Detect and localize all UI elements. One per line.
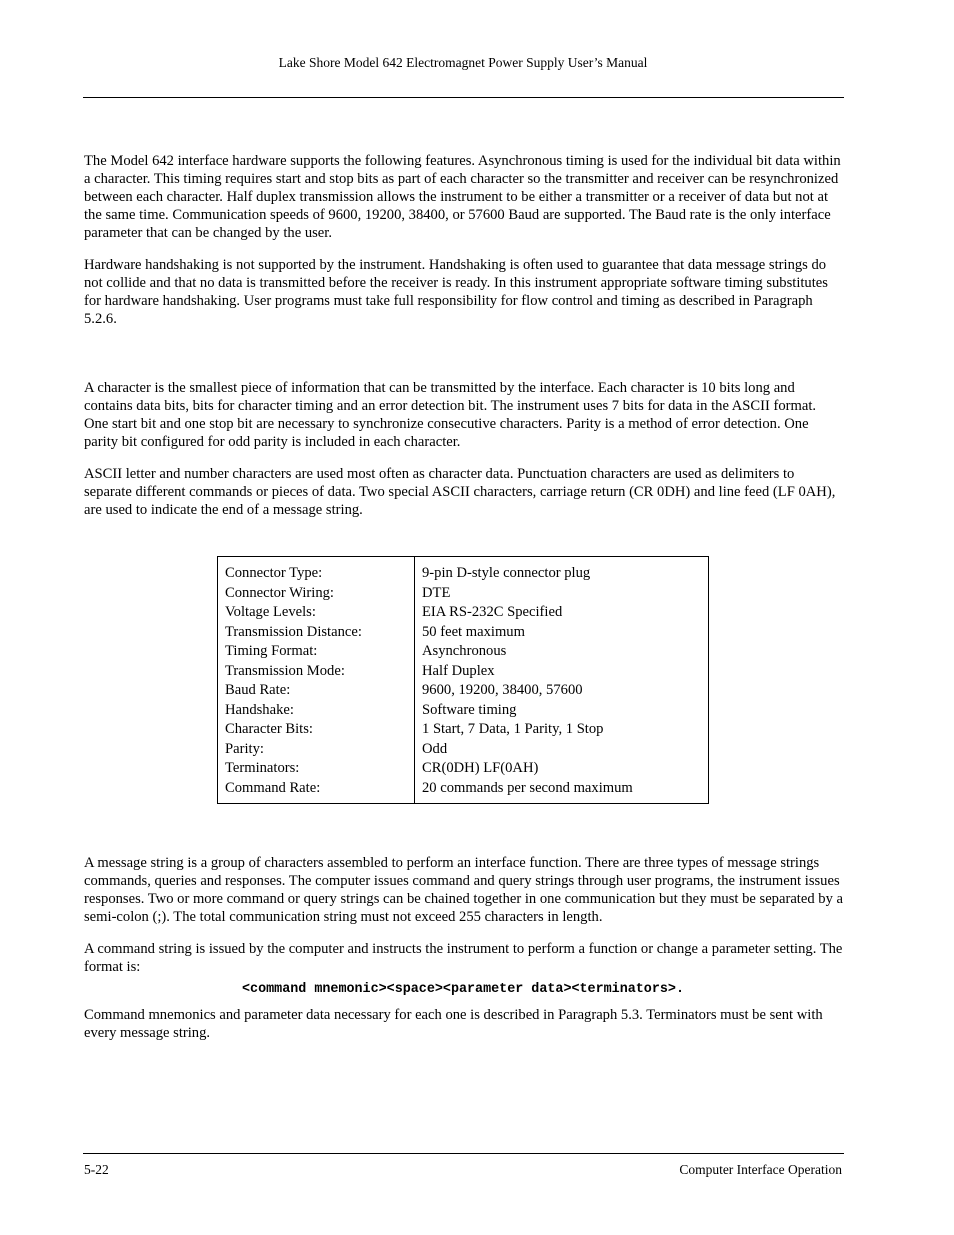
spec-label: Handshake:	[225, 701, 294, 718]
paragraph-mnemonics: Command mnemonics and parameter data necessary for each one is described in Paragraph 5.3. Terminators must be sent with every message string.	[84, 1007, 823, 1041]
spec-value: CR(0DH) LF(0AH)	[422, 760, 539, 776]
paragraph-command-string: A command string is issued by the computer and instructs the instrument to perform a function or change a parameter setting. The format is:	[84, 941, 843, 975]
spec-label: Transmission Distance:	[225, 623, 362, 640]
spec-value: Half Duplex	[422, 662, 495, 679]
spec-label: Character Bits:	[225, 721, 313, 737]
paragraph-character-format: A character is the smallest piece of information that can be transmitted by the interface. Each character is 10 bits long and contains data bits, bits for character timing and an error detection bit. The instrument uses 7 bits for data in the ASCII format. One start bit and one stop bit are necessary to synchronize consecutive characters. Parity is a method of error detection. One parity bit configured for odd parity is included in each character.	[84, 380, 817, 450]
spec-label: Transmission Mode:	[225, 662, 345, 679]
paragraph-message-strings: A message string is a group of characters assembled to perform an interface function. There are three types of message strings commands, queries and responses. The computer issues command and query strings through user programs, the instrument issues responses. Two or more command or query strings can be chained together in one communication but they must be separated by a semi-colon (;). The total communication string must not exceed 255 characters in length.	[84, 855, 843, 925]
serial-interface-spec-table	[217, 556, 709, 804]
paragraph-handshaking: Hardware handshaking is not supported by the instrument. Handshaking is often used to guarantee that data message strings do not collide and that no data is transmitted before the receiver is ready. In this instrument appropriate software timing substitutes for hardware handshaking. User programs must take full responsibility for flow control and timing as described in Paragraph 5.2.6.	[84, 257, 828, 327]
page-number: 5-22	[84, 1162, 109, 1177]
spec-value: 9-pin D-style connector plug	[422, 565, 591, 581]
spec-label: Parity:	[225, 740, 264, 757]
spec-label-column	[225, 564, 410, 798]
spec-value: 9600, 19200, 38400, 57600	[422, 682, 583, 698]
spec-label: Connector Wiring:	[225, 584, 334, 601]
spec-value: 1 Start, 7 Data, 1 Parity, 1 Stop	[422, 721, 604, 737]
footer-rule	[83, 1153, 844, 1154]
footer-section-title: Computer Interface Operation	[679, 1162, 842, 1177]
spec-value-column	[422, 564, 702, 798]
spec-value: EIA RS-232C Specified	[422, 604, 563, 620]
command-format-syntax: <command mnemonic><space><parameter data><terminators>.	[242, 982, 684, 997]
header-rule	[83, 97, 844, 98]
spec-label: Command Rate:	[225, 779, 321, 796]
spec-value: Odd	[422, 740, 448, 757]
spec-label: Baud Rate:	[225, 682, 291, 698]
spec-value: 20 commands per second maximum	[422, 779, 633, 796]
paragraph-interface-hardware: The Model 642 interface hardware supports the following features. Asynchronous timing is used for the individual bit data within a character. This timing requires start and stop bits as part of each character so the transmitter and receiver can be resynchronized between each character. Half duplex transmission allows the instrument to be either a transmitter or a receiver of data but not at the same time. Communication speeds of 9600, 19200, 38400, or 57600 Baud are supported. The Baud rate is the only interface parameter that can be changed by the user.	[84, 153, 841, 241]
spec-value: 50 feet maximum	[422, 623, 525, 640]
spec-label: Timing Format:	[225, 643, 318, 659]
spec-label: Terminators:	[225, 760, 300, 776]
paragraph-ascii-characters: ASCII letter and number characters are used most often as character data. Punctuation characters are used as delimiters to separate different commands or pieces of data. Two special ASCII characters, carriage return (CR 0DH) and line feed (LF 0AH), are used to indicate the end of a message string.	[84, 466, 836, 518]
spec-label: Connector Type:	[225, 565, 323, 581]
spec-value: DTE	[422, 584, 451, 601]
spec-value: Asynchronous	[422, 643, 507, 659]
spec-value: Software timing	[422, 701, 517, 718]
running-header: Lake Shore Model 642 Electromagnet Power Supply User’s Manual	[278, 55, 648, 70]
spec-label: Voltage Levels:	[225, 604, 316, 620]
table-column-divider	[414, 557, 415, 803]
